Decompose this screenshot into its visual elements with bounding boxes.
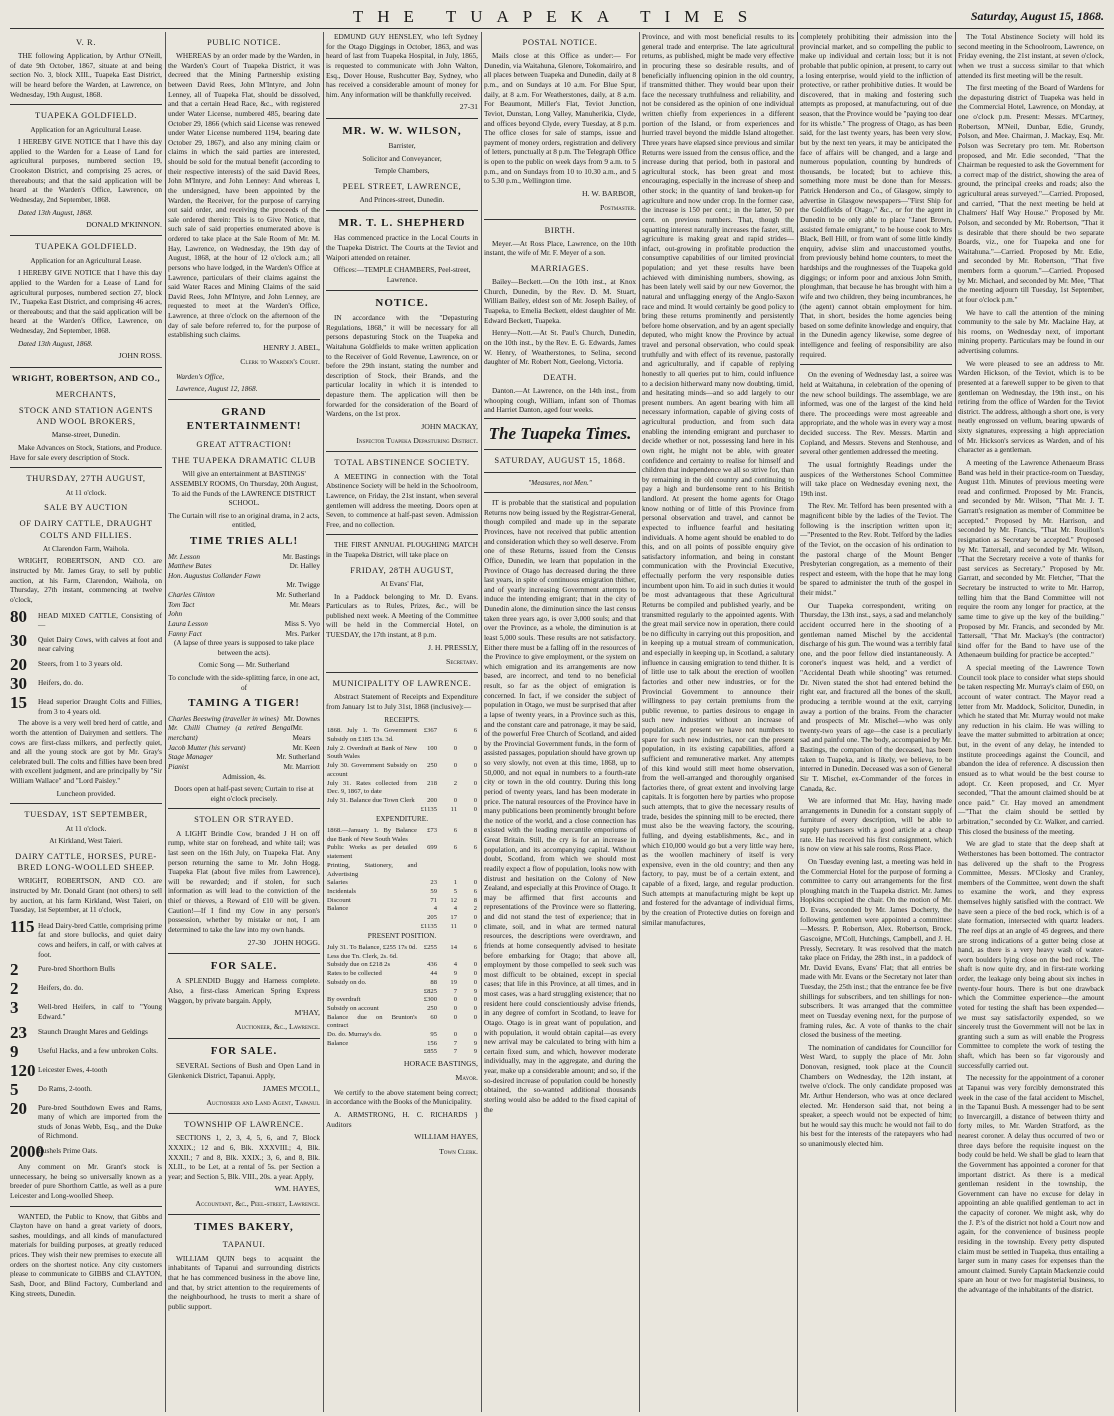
news-item: We have to call the attention of the mining community to the sale by Mr. Maclaine Hay, at his rooms, on Wednesday next, of important mining property. Particulars may be found in our advertising columns. [958,307,1104,355]
postal-heading: POSTAL NOTICE. [522,37,598,47]
news-item: Our Tuapeka correspondent, writing on Thursday, the 13th inst., says, a sad and melancholy accident occurred here in the shooting of a gentleman named Mischel by the accidental discharge of his gun. The wound was a terribly fatal one, and the poor fellow died instantaneously. A coroner's inquest was held, and a verdict of "Accidental Death while shooting" was returned. Dr. Niven stated the shot had entered behind the right ear, and fractured all the bones of the skull, producing a terrible wound at the exit, carrying away a portion of the brains. From the character and prospects of Mr. Mischel—who was only twenty-two years of age—the case is a peculiarly sad and painful one. The body, accompanied by Mr. Bastings, the companion of the deceased, has been taken to Tuapeka, and is likely, we believe, to be interred in Dunedin. Deceased was a son of General Sir T. Mischel, ex-Commander of the forces in Canada, &c. [800,600,952,793]
signature-role: Accountant, &c., Peel-street, Lawrence. [195,1198,320,1208]
motto: "Measures, not Men." [528,477,592,487]
wilson-role: Barrister, [388,141,416,151]
cast-row: Hon. Augustus Collander Fawn [168,570,261,580]
sale-date: THURSDAY, 27TH AUGUST, [26,473,146,484]
wilson-name: MR. W. W. WILSON, [342,124,462,137]
death-body: Danton.—At Lawrence, on the 14th inst., from whooping cough, William, infant son of Thomas and Harriet Danton, aged four weeks. [484,386,636,415]
for-sale-body: A SPLENDID Buggy and Harness complete. Also, a first-class American Spring Express Waggon, by private bargain. Apply, [168,976,320,1005]
cast-row: Charles Clinton Mr. Sutherland [168,590,320,600]
abstinence-body: A MEETING in connection with the Total Abstinence Society will be held in the Schoolroom, Lawrence, on Friday, the 21st instant, when several gentlemen will address the meeting. Doors open at Seven, to commence at half-past seven. Admission Free, and no collection. [326,471,478,529]
news-item: The usual fortnightly Readings under the auspices of the Wetherstones School Committee will take place on Wednesday evening next, the 19th inst. [800,459,952,498]
news-item: The nomination of candidates for Councillor for West Ward, to supply the place of Mr. John Donovan, resigned, took place at the Council Chambers on Wednesday, the 12th instant, at twelve o'clock. The only candidate proposed was Mr. Arthur Henderson, who was at once declared elected. Mr. Henderson said that, not being a speaker, a speech would not be expected of him; but he would say this much: he would not fail to do his best for the interests of the ratepayers who had so unanimously elected him. [800,1042,952,1148]
table-row: Balance 4 4 2 [327,905,477,913]
table-row: July 31. Balance due Town Clerk 200 0 0 [327,796,477,804]
table-total: £1135 11 0 [420,805,477,813]
firm-street: Manse-street, Dunedin. [51,430,121,440]
stock-item: 23 Staunch Draught Mares and Geldings [10,1022,148,1042]
news-item: A meeting of the Lawrence Athenaeum Brass Band was held in their practice-room on Tuesday, August 11th. Minutes of previous meeting were read and confirmed. Proposed by Mr. Francis, and seconded by Mr. Wilson, "That Mr. J. T. Garratt's resignation as member of Committee be accepted." Proposed by Mr. Harrison, and seconded by Mr. Francis, "That Mr. Rouillon's resignation as Secretary be accepted." Proposed by Mr. Tattersall, and seconded by Mr. Wilson, "That the Secretary receive a vote of thanks for past services as Secretary." Proposed by Mr. Garratt, and seconded by Mr. Fletcher, "That the Secretary be instructed to write to Mr. Harrop, telling him that the Band Committee will not require the room any longer for practice, at the same time to give up the key of the building." Proposed by Mr. Francis, and seconded by Mr. Tattersall, "That Mr. Mackay's (the contractor) kind offer for the Band to have use of the Athenaeum building for practice be accepted." [958,457,1104,660]
signature-role: Town Clerk. [439,1146,478,1156]
dramatic-club: THE TUAPEKA DRAMATIC CLUB [171,455,316,466]
cast-row: Mr. Chilli Chutney (a retired Bengal merchant) Mr. Mears [168,723,311,743]
stock-item: 80 HEAD MIXED CATTLE, Consisting of— [10,606,162,630]
postal-body: Mails close at this Office as under:— For Dunedin, via Waitahuna, Glenore, Tokomairiro, and all places between Tuapeka and Dunedin, daily at 8 p.m., and on Sundays at 10 a.m. For Blue Spur, daily, at 8 a.m. For Weatherstones, daily, at 8 a.m. For Beaumont, Miller's Flat, Teviot Junction, Teviot, Dunstan, Long Valley, Manuherikia, Clyde, and offices beyond Clyde, every Tuesday, at 8 p.m. The office closes for sale of stamps, issue and payment of money orders, registration and delivery of letters, punctually at 8 p.m. The Telegraph Office is open to the public on week days from 9 a.m. to 5 p.m., and on Sundays from 10 to 10.30 a.m., and 5 to 5.30 p.m., Wellington time. [484,51,636,186]
hensley-notice: EDMUND GUY HENSLEY, who left Sydney for the Otago Diggings in October, 1863, and was heard of last from Tuapeka Hospital, in July, 1865, is requested to communicate with John Walton, Esq., Dover House, Rushcutter Bay, Sydney, who has received a considerable amount of money for him. Any information will be thankfully received. [326,32,478,99]
sale-note: The above is a very well bred herd of cattle, and worth the attention of Dairymen and settlers. The cows are first-class milkers, and perfectly quiet, and all the young stock are got by Mr. Gray's celebrated bull. The colts and fillies have been bred with excellent judgment, and are principally by "Sir William Wallace" and "Lord Paisley." [10,718,162,786]
ploughing-title: THE FIRST ANNUAL PLOUGHING MATCH in the Tuapeka District, will take place on [326,540,478,560]
stolen-body: A LIGHT Brindle Cow, branded J H on off rump, white star on forehead, and white tail; was last seen on the 16th July, on Tuapeka Flat. Any person returning the same to Mr. John Hogg, Tuapeka Flat (about five miles from Lawrence), will be rewarded; and if stolen, for such information as will lead to the conviction of the thief or thieves, a Reward of £10 will be given. Caution!—If I find my Cow in any person's possession, whether by mistake or not, I am determined to take the law into my own hands. [168,828,320,934]
municipality-heading: MUNICIPALITY OF LAWRENCE. [332,678,472,689]
public-notice-body: WHEREAS by an order made by the Warden, in the Warden's Court of Tuapeka District, it was decreed that the Mining Partnership existing between David Rees, John M'Intyre, and John Lenney, all of Tuapeka Flat, should be dissolved, and that a certain Head Race, &c., with registered under Water License, numbered 485, bearing date October 29, 1866 (which said License was renewed under Water License numbered 1194, bearing date October 29, 1867), and also any mining claim or claims in which the said parties are interested, should be sold for the mutual benefit (according to their respective interests) of the said David Rees, John M'Intyre, and John Lenney: And whereas I, the undersigned, have been appointed by the Warden, the Receiver, for the purpose of carrying out said order, and receiving the proceeds of the sale ordered therein: This is to Give Notice, that such sale of said properties enumerated above is ordered to take place at the Sale Room of Mr. M. Hay, Lawrence, on Wednesday, the 19th day of August, 1868, at the hour of 12 o'clock a.m.; all persons who have lodged, in the Warden's Office at Lawrence, particulars of their claims against the said Water Races and Mining Claims of the said David Rees, John M'Intyre, and John Lenney, are requested to meet at the Warden's Office, Lawrence, at three o'clock on the afternoon of the day of sale before referred to, for the purpose of establishing such claims. [168,51,320,340]
table-row: July 31. Rates collected from Dec. 9, 1867, to date 218 2 0 [327,779,477,796]
wilson-chambers: Temple Chambers, [374,166,430,176]
ploughing-date: FRIDAY, 28TH AUGUST, [350,564,454,575]
stock-item: 30 Quiet Dairy Cows, with calves at foot and near calving [10,630,162,654]
signature: WILLIAM HAYES, [414,1132,478,1142]
marriage-heading: MARRIAGES. [530,263,590,273]
ploughing-place: At Evans' Flat, [380,578,424,588]
signature: JOHN MACKAY, [421,421,478,431]
shepherd-body: Has commenced practice in the Local Courts in the Tuapeka District. The Courts at the Teviot and Waipori attended on retainer. [326,233,478,262]
sale-title: DAIRY CATTLE, HORSES, PURE-BRED LONG-WOOLLED SHEEP. [15,850,157,873]
news-item: On Tuesday evening last, a meeting was held in the Commercial Hotel for the purpose of forming a committee to carry out arrangements for the first ploughing match in the Tuapeka district. Mr. James Hopkins occupied the chair. On the motion of Mr. D. Evans, seconded by Mr. James Docherty, the following gentlemen were appointed a committee:—Messrs. P. Robertson, Alex. Robertson, Brock, Gascoigne, M'Coll, Hutchings, Campbell, and J. H. Pressly, Secretary. It was resolved that the match take place on Friday, the 28th inst., in a paddock of Mr. David Evans, Evans' Flat; that all entries be made with Mr. Evans or the Secretary not later than Tuesday, the 25th inst.; that the entrance fee be five shillings for subscribers, and ten shillings for non-subscribers. It was arranged that the committee meet on Tuesday evening next, for the purpose of framing rules, &c. A vote of thanks to the chair closed the business of the meeting. [800,856,952,1040]
goldfield-heading: TUAPEKA GOLDFIELD. [35,241,137,252]
receipts-heading: RECEIPTS. [384,714,420,724]
editorial-part-1: IT is probable that the statistical and population Returns now being issued by the Registrar-General, though compiled and made up in the separate Provinces, have not received that public attention and consideration which they so well deserve. From one of these Returns, issued from the Census Office, Dunedin, we learn that population in the Province of Otago has decreased during the three last years, in spite of continuous emigration thither, and of yearly increasing Government attempts to induce the intending emigrant; that in the city of Dunedin alone, the diminution since the last census taken three years ago, is over 3,000 souls; and that over the Province, as a whole, the diminution is at least 5,000 souls. These results are not satisfactory. Either there must be a falling off in the resources of the Province to give employment, or the system on which emigration and its arrangements are now based, are incorrect, and tend to no beneficial result, so far as the object of emigration is concerned. In fact, if we consider the subject of population in Otago, we must be surprised that after a lapse of twenty years, in a Province such as this, and the constant care and patronage, it may be said, of the powerful Free Church of Scotland, and aided by the Provincial Government funds, in the form of assisted passages, population should have grown up so very slowly, not even at this time, 1868, up to 50,000, and not equal in numbers to a fourth-rate city or town in the old country. During this long period of twenty years, land has been moderate in price. The natural resources of the Province have in many publications been prominently brought before the notice of the world, and a close connection has existed with the leading mercantile emporiums of Great Britain. Still, the cry is for an increase in population, and its accompanying capital. Without doubt, Scotland, from which we should most readily expect a flow of population, looks now with distrust and hesitation on the Colony of New Zealand, and especially at this Province of Otago. It may be affirmed that first accounts and representations of the Province were so flattering, and did not stand the test of experience; that in climate, soil, and in what are termed natural resources, the descriptions were overdrawn, and friends at home consequently advised to hesitate before embarking for Otago; that above all, employment by those compelled to seek such was most difficult to be obtained, except in special cases; that life in this Province, at all times, and in most cases, was a hard struggling existence; that no resident here could conscientiously advise friends, in any degree of comfort in Scotland, to leave for Otago. Otago is in great want of population, and with population, it would obtain capital—as every new arrival may be calculated to bring with him a certain fixed sum, and which, however moderate individually, may in the aggregate, and during the year, make up a considerable amount; and so, if the so-desired increase of population could be honestly obtained, the so-wanted additional thousands sterling would also be added to the fixed capital of the [484,498,636,1114]
expenditure-heading: EXPENDITURE. [375,814,429,824]
lease-subheading: Application for an Agricultural Lease. [30,255,142,265]
table-row: Balance due on Brunton's contract 60 0 0 [327,1013,477,1030]
application-date: Dated 13th August, 1868. [18,338,93,348]
expenditure-table [326,827,478,931]
cast-row: Laura Lesson Miss S. Vyo [168,618,320,628]
bakery-heading: TIMES BAKERY, [194,1220,294,1233]
table-row: 1868. July 1. To Government Subsidy on £185 13s. 3d. £367 6 6 [327,727,477,744]
stolen-heading: STOLEN OR STRAYED. [194,814,294,825]
cast-row: Jacob Mutter (his servant) Mr. Keen [168,742,320,752]
cast-row: Tom Tact Mr. Mears [168,599,320,609]
signature: HENRY J. ABEL, [263,342,320,352]
masthead [10,6,1104,29]
table-row: Public Works as per detailed statement 699 6 6 [327,844,477,861]
shepherd-name: MR. T. L. SHEPHERD [338,216,466,229]
cast-list-2 [168,714,320,772]
gibbs-clayton-ad: WANTED, the Public to Know, that Gibbs and Clayton have on hand a great variety of doors, sashes, mouldings, and all kinds of manufactured materials for building purposes, at greatly reduced prices. They wish their new premises to execute all orders on the shortest notice. Any city customers please to communicate to GIBBS and CLAYTON, Sash, Door, and Blind Factory, Cumberland and King streets, Dunedin. [10,1211,162,1298]
interval-note: (A lapse of three years is supposed to take place between the acts). [173,638,314,657]
signature-role: Mayor. [455,1073,478,1083]
notice-code: 27-31 [459,102,478,112]
sale-time: At 11 o'clock. [65,487,107,497]
news-item: We are informed that Mr. Hay, having made arrangements in Dunedin for a constant supply of furniture of every description, will be able to supply purchasers with a good article at a cheap rate. He has received his first consignment, which is now on view at his sale rooms, Ross Place. [800,796,952,854]
firm-body: Make Advances on Stock, Stations, and Produce. Have for sale every description of Stock. [10,443,162,462]
admission: Admission, 4s. [222,771,266,781]
table-row: Rates to be collected 44 9 0 [327,970,477,978]
mckinnon-application: I HEREBY GIVE NOTICE that I have this day applied to the Warden for a Lease of Land for agricultural purposes, numbered section 19, Crookston District, and comprising 25 acres, or thereabouts; and that the said application will be heard at the Warden's Office, Lawrence, on Wednesday, 2nd September, 1868. [10,137,162,204]
sale-date: TUESDAY, 1ST SEPTEMBER, [24,809,148,820]
ploughing-body: In a Paddock belonging to Mr. D. Evans. Particulars as to Rules, Prizes, &c., will be published next week. A Meeting of the Committee will be held in the Commercial Hotel, on TUESDAY, the 17th instant, at 8 p.m. [326,591,478,640]
signature-role: Inspector Tuapeka Depasturing District. [356,436,478,446]
birth-body: Meyer.—At Ross Place, Lawrence, on the 10th instant, the wife of Mr. F. Meyer of a son. [484,238,636,258]
editorial-part-3: completely prohibiting their admission into the provincial market, and so compelling the public to make up individual and certain loss; but it is not probable that public opinion, at present, to carry out a losing enterprise, would yield to the infliction of protective, or rather prohibitive duties. It would be discovered, that in making and fostering such attempts as proposed, at manufacturing, out of due season, that the Province would be "paying too dear for its whistle." The progress of Otago, as has been said, for the last twenty years, has been very slow, but by the next ten years, it may be anticipated the face of affairs will be changed, and a large and numerous population, counting by hundreds of thousands, be located; but to achieve this, something more must be done than for Messrs. Patrick Henderson and Co., of Glasgow, simply to advertise in Glasgow newspapers—"First Ship for the Goldfields of Otago," &c., or for the agent in Dunedin to be only able to place "Janet Brown, assisted female emigrant," to be house cook to Mrs Black, Bell Hill, or from want of some little kindly enquiry, advise slim and unaccustomed youths, from previously behind home counters, to meet the hardships and the roughnesses of the Tuapeka gold diggings; or inform poor and anxious John Smith, ploughman, that because he has brought with him a wife and two children, they being incumbrances, he (the agent) cannot obtain employment for him. That, in short, besides the home agencies being based on some definite knowledge and enquiry, that in the Dunedin agency likewise, some degree of intelligence and feeling of responsibility are also required. [800,32,952,359]
cast-row: Mr. Lesson Mr. Bastings [168,551,320,561]
township-heading: TOWNSHIP OF LAWRENCE. [184,1119,304,1130]
entertainment-sub: GREAT ATTRACTION! [196,438,292,449]
depasturing-notice: IN accordance with the "Depasturing Regulations, 1868," it will be necessary for all persons depasturing Stock on the Tuapeka and Waitahuna Goldfields to make written application to the Receiver of Gold Revenue, Lawrence, on or before the 29th instant, stating the number and description of Stock, their Brands, and the particular locality in which it is intended to depasture them. The application will then be forwarded for the consideration of the Board of Wardens, on the 1st prox. [326,313,478,419]
for-sale-heading: FOR SALE. [210,959,278,972]
wilson-role2: Solicitor and Conveyancer, [362,153,442,163]
curtain-note: The Curtain will rise to an original drama, in 2 acts, entitled, [168,510,320,530]
table-row: Printing, Stationery, and Advertising [327,861,417,878]
sale-place: At Clarendon Farm, Waihola. [42,543,130,553]
wilson-street: PEEL STREET, LAWRENCE, [342,181,462,192]
stock-item: 30 Heifers, do. do. [10,674,84,694]
sale-time: At 11 o'clock. [65,823,107,833]
table-row: Discount 71 12 8 [327,896,477,904]
doors: Doors open at half-past seven; Curtain to rise at eight o'clock precisely. [174,784,314,803]
table-row: July 30. Government Subsidy on account 250 0 0 [327,762,477,778]
table-row: £825 7 9 [423,987,477,995]
receipts-table [326,727,478,814]
auditors: A. ARMSTRONG, H. C. RICHARDS } Auditors [326,1110,478,1129]
news-item: A special meeting of the Lawrence Town Council took place to consider what steps should be taken respecting Mr. Murray's claim of £60, on account of water contract. The Mayor read a letter from Mr. Maddock, Solicitor, Dunedin, in which he stated that Mr. Murray would not make any reduction in his claim. He was willing to leave the matter submitted to arbitration at once; but, in the event of any delay, he intended to institute proceedings against the Council, and abandon the idea of reference. A discussion then ensued as to what would be the best course to adopt. Cr. Keen proposed, and Cr. Myer seconded, "That the amount claimed should be at once paid." Cr. Hay moved an amendment—"That the claim should be settled by arbitration," seconded by Cr. Walker, and carried. This closed the business of the meeting. [958,663,1104,836]
editorial-date: SATURDAY, AUGUST 15, 1868. [494,455,626,466]
table-total: £1135 11 0 [420,922,477,930]
cast-row: John [168,609,183,619]
signature: JOHN ROSS. [118,351,162,361]
entertainment-body: Will give an entertainment at BASTINGS' ASSEMBLY ROOMS, On Thursday, 20th August, To aid the Funds of the LAWRENCE DISTRICT SCHOOL. [170,469,318,508]
signature-role: Secretary. [446,656,478,666]
signature-role: Auctioneer and Land Agent, Tapanui. [206,1097,320,1107]
table-row: 1868.—January 1. By Balance due Bank of New South Wales £73 6 8 [327,826,477,843]
luncheon: Luncheon provided. [56,788,116,798]
notice-place: Lawrence, August 12, 1868. [176,384,258,394]
position-heading: PRESENT POSITION. [367,931,437,941]
news-item: We are glad to state that the deep shaft at Wetherstones has been bottomed. The contractor has delivered up the shaft to the Progress Committee, Messrs. M'Closky and Cranley, members of the Committee, went down the shaft to examine the work, and they express themselves highly satisfied with the contract. We have seen a piece of the bed rock, which is of a slate formation, intersected with quartz leaders. The reef dips at an angle of 45 degrees, and there are strong indications of a gutter being close at hand, as there is a very heavy wash of water-worn boulders lying close on the bed rock. The shaft is now quite dry, and in first-rate working order, the leakage only being about six inches in twenty-four hours. There is but one drawback which the Committee experience—the amount voted for testing the shaft has been expended—we must say satisfactorily expended, so we sincerely trust the Government will not be lax in granting such a sum as will enable the Progress Committee to complete the work of testing the shaft, which has been so far vigorously and successfully carried out. [958,839,1104,1070]
table-row: Do. do. Murray's do. 95 0 0 [327,1031,477,1039]
stock-item: 2 Pure-bred Shorthorn Bulls [10,960,116,980]
firm-agents: STOCK AND STATION AGENTS AND WOOL BROKERS, [18,405,154,427]
news-item: On the evening of Wednesday last, a soiree was held at Waitahuna, in celebration of the opening of the new school buildings. The assemblage, we are informed, was one of the largest of the kind held there. The proceedings were most agreeable and appropriate, and the whole was in every way a most decided success. The Rev. Messrs. Martin and Copland, and Messrs. Stevens and Stenhouse, and several other gentlemen addressed the meeting. [800,370,952,457]
stock-list-2 [10,918,162,1160]
play-title: TAMING A TIGER! [188,697,300,710]
stock-item: 9 Useful Hacks, and a few unbroken Colts. [10,1041,158,1061]
signature: DONALD M'KINNON. [86,220,162,230]
bakery-place: TAPANUI. [222,1239,266,1250]
sale-place: At Kirkland, West Taieri. [49,836,123,846]
ross-application: I HEREBY GIVE NOTICE that I have this day applied to the Warden for a Lease of Land for agricultural purposes, numbered section 27, block IV., Tuapeka East District, and comprising 46 acres, or thereabouts; and that the said application will be heard at the Warden's Office, Lawrence, on Wednesday, 2nd September, 1868. [10,268,162,336]
signature-role: Auctioneer, &c., Lawrence. [235,1022,320,1032]
comic-song: Comic Song — Mr. Sutherland [198,660,290,670]
for-sale-heading: FOR SALE. [210,1044,278,1057]
signature: M'HAY, [294,1008,320,1018]
table-row: July 31. To Balance, £255 17s 0d. Less due Tn. Clerk, 2s. 6d. £255 14 6 [327,944,477,960]
cast-row: Fanny Fact Mrs. Parker [168,628,320,638]
table-row: July 2. Overdraft at Bank of New South Wales 100 0 0 [327,744,477,761]
signature: JAMES M'COLL, [262,1083,320,1093]
stock-item: 5 Do Rams, 2-tooth. [10,1079,92,1099]
marriage-body: Henry—Nott.—At St. Paul's Church, Dunedin, on the 10th inst., by the Rev. E. G. Edwards, James W. Henry, of Weatherstones, to Selina, second daughter of Mr. Robert Nott, Geelong, Victoria. [484,328,636,367]
stock-item: 2 Heifers, do. do. [10,979,84,999]
audit-cert: We certify to the above statement being correct; in accordance with the Books of the Municipality. [326,1087,478,1107]
conclude-note: To conclude with the side-splitting farce, in one act, of [168,673,320,692]
signature: J. H. PRESSLY, [428,642,478,652]
stock-list-1 [10,608,162,717]
entertainment-heading: GRAND ENTERTAINMENT! [186,405,302,433]
stock-item: 20 Steers, from 1 to 3 years old. [10,655,123,675]
news-item: The necessity for the appointment of a coroner at Tapanui was very forcibly demonstrated this week in the case of the fatal accident to Mischel, in the Tapanui Bush. A messenger had to be sent to Invercargill, a distance of between thirty and forty miles, to Mr. Warden Stratford, as the nearest coroner. A delay thus occurred of two or three days before the requisite inquest on the body could be held. We shall be glad to learn that the Government has appointed a coroner for that important district. As there is a medical gentleman resident in the township, the Government can have no excuse for delay in appointing an able qualified gentleman to act in the capacity of coroner. We might ask, why do the J. P.'s of the district not hold a Court now and again, for the convenience of business people residing in the township. Every petty disputed claim must be settled in Tuapeka, thus entailing a larger sum in many cases for expenses than the amount claimed. Surely Captain Mackenzie could spare an hour or two for magisterial business, to the advantage of the inhabitants of the district. [958,1073,1104,1294]
vr-heading: V. R. [75,37,97,47]
play-title: TIME TRIES ALL! [189,535,299,547]
column-4 [484,32,636,1412]
lease-subheading: Application for an Agricultural Lease. [30,124,142,134]
sale-note: Any comment on Mr. Grant's stock is unnecessary, he being so universally known as a breeder of pure Shorthorn Cattle, as well as a pure Leicester and Long-woolled Sheep. [10,1162,162,1200]
township-body: SECTIONS 1, 2, 3, 4, 5, 6, and 7, Block XXXIX.; 12 and 6, Blk. XXXVIII.; 4, Blk. XXXII.; 7 and 8, Blk. XXIX.; 3, 6, and 8, Blk. XLII., to be Let, at a rental of 5s. per Section a year; and Section 5, Blk. VIII., 20s. a year. Apply, [168,1133,320,1181]
table-row: Subsidy on account 250 0 0 [327,1004,477,1012]
stock-item: 3 Well-bred Heifers, in calf to "Young Edward." [10,998,162,1021]
cast-list-1 [168,552,320,639]
sale-body: WRIGHT, ROBERTSON, AND CO. are instructed by Mr. Donald Grant (not others) to sell by auction, at his farm Kirkland, West Taieri, on Tuesday, 1st September, at 11 o'clock, [10,876,162,915]
firm-merchants: MERCHANTS, [55,388,117,399]
table-row: By overdraft £300 0 0 [327,996,477,1004]
news-item: We were pleased to see an address to Mr. Warden Hickson, of the Teviot, which is to be presented at a farewell supper to be given to that gentleman on Wednesday, the 19th inst., on his retiring from the office of Warden for the Teviot district. The address, although a short one, is very neatly engrossed on vellum, bearing upwards of sixty signatures, expressing a high appreciation of Mr. Hickson's services as Warden, and of his character as a gentleman. [958,358,1104,455]
column-5 [642,32,794,1412]
signature: H. W. BARBOR, [582,188,636,198]
oneill-notice: THE following Application, by Arthur O'Neill, of date 9th October, 1867, situate at and being section No. 3, block XIII., Tuapeka East District, will be heard before the Warden, at Lawrence, on Wednesday, 19th August, 1868. [10,51,162,99]
signature-role: Postmaster. [599,203,636,213]
cast-row: Matthew Bates Dr. Halley [168,561,320,571]
cast-row: Mr. Twigge [286,580,320,590]
signature: 27-30 JOHN HOGG. [247,937,320,947]
cast-row: Stage Manager Mr. Sutherland [168,752,320,762]
table-row: £855 7 9 [423,1048,477,1056]
marriage-body: Bailey—Beckett.—On the 10th inst., at Knox Church, Dunedin, by the Rev. D. M. Stuart, William Bailey, eldest son of Mr. Joseph Bailey, of Tuapeka, to Emelia Beckett, eldest daughter of Mr. Edward Beckett, Tuapeka. [484,277,636,325]
signature: HORACE BASTINGS, [403,1059,478,1069]
wilson-street2: And Princes-street, Dunedin. [359,195,445,205]
sale-body: WRIGHT, ROBERTSON, AND CO. are instructed by Mr. James Gray, to sell by public auction, at his Farm, Clarendon, Waihola, on Thursday, 27th instant, commencing at twelve o'clock, [10,556,162,604]
stock-item: 115 Head Dairy-bred Cattle, comprising prime fat and store bullocks, and quiet dairy cows and heifers, in calf, or with calves at foot. [10,916,162,959]
columns [10,32,1104,1412]
table-row: Salaries 23 1 0 [327,879,477,887]
bakery-body: WILLIAM QUIN begs to acquaint the inhabitants of Tapanui and surrounding districts that he has commenced business in the above line, and that, by strict attention to the requirements of the neighbourhood, he trusts to merit a share of public support. [168,1253,320,1311]
cast-row: Charles Beeswing (traveller in wines) Mr. Downes [168,713,320,723]
news-item: The first meeting of the Board of Wardens for the depasturing district of Tuapeka was held in the Commercial Hotel, Lawrence, on Monday, at one o'clock p.m. Present: Messrs. M'Cartney, Robertson, M'Neil, Dunbar, Edie, Grundy, Polson, and Mee. Chairman, J. Mackay, Esq. Mr. Polson was Secretary pro tem. Mr. Robertson proposed, and Mr. Edie seconded, "That the Chairman be requested to ask the Government for a correct map of the district, showing the area of ground, the principal creeks and roads; also the agricultural areas surveyed."—Carried. Proposed, and carried, "That the next meeting be held at Chalmers' Half Way House." Proposed by Mr. Polson, and seconded by Mr. Robertson, "That it is desirable that there should be two separate Boards, viz., one for Tuapeka and one for Waitahuna."—Carried. Proposed by Mr. Edie, and seconded by Mr. Robertson, "That five members form a quorum."—Carried. Proposed by Mr. Michael, and seconded by Mr. Mee, "That the meeting adjourn till Tuesday, 1st September, at four o'clock p.m." [958,83,1104,304]
stock-item: 120 Leicester Ewes, 4-tooth [10,1060,108,1080]
table-row: Subsidy on do. 88 19 0 [327,978,477,986]
masthead-date: Saturday, August 15, 1868. [970,9,1104,23]
table-row: 205 17 0 [427,914,477,922]
column-7 [958,32,1104,1412]
position-table [326,944,478,1057]
application-date: Dated 13th August, 1868. [18,207,93,217]
shepherd-office: Offices:—TEMPLE CHAMBERS, Peel-street, Lawrence. [333,265,471,284]
firm-name: WRIGHT, ROBERTSON, AND CO., [11,372,161,383]
goldfield-heading: TUAPEKA GOLDFIELD. [35,110,137,121]
news-item: The Total Abstinence Society will hold its second meeting in the Schoolroom, Lawrence, on Friday evening, the 21st instant, at seven o'clock, when we trust a success similar to that which attended its first meeting will be the result. [958,32,1104,80]
public-notice-heading: PUBLIC NOTICE. [206,37,282,47]
notice-office: Warden's Office, [176,371,225,381]
municipality-intro: Abstract Statement of Receipts and Expenditure from January 1st to July 31st, 1868 (inclusive):— [326,692,478,712]
stock-item: 2000 Bushels Prime Oats. [10,1142,98,1161]
death-heading: DEATH. [543,371,577,382]
stock-item: 20 Pure-bred Southdown Ewes and Rams, many of which are imported from the studs of Jonas Webb, Esq., and the Duke of Richmond. [10,1098,162,1141]
table-row: Subsidy due on £218 2s 436 4 0 [327,961,477,969]
column-3 [326,32,478,1412]
cast-row: Pianist Mr. Marriott [168,761,320,771]
table-row: Balance 156 7 9 [327,1039,477,1047]
notice-heading: NOTICE. [375,296,429,309]
birth-heading: BIRTH. [544,224,576,235]
masthead-title: THE TUAPEKA TIMES [352,7,762,26]
signature: WM. HAYES, [274,1184,320,1194]
column-6 [800,32,952,1412]
editorial-part-2: Province, and with most beneficial results to its general trade and enterprise. The late agricultural returns, as published, might be made very effective in procuring these so desirable results, and of beneficially influencing opinion in the old country, if transmitted thither. They would bear upon their face the necessary truthfulness and reliability, and not be considered as the opinion of one individual written chiefly from experiences in a different portion of the Island, or from experiences and hurried travel beyond the middle Island altogether. Three years have elapsed since previous and similar Returns were issued from the census office, and the increase during that period, both in pastoral and agricultural stock, has been great and most encouraging, especially in the increase of sheep and other stock; in the quantity of land broken-up for agriculture and now under crop. In the former case, the increase is 150 per cent.; in the latter, 50 per cent. on previous numbers. That, though the squatting interest naturally increases the faster, still, agriculture is making great and rapid strides—infact, out-growing in profitable production the consumptive capabilities of our limited provincial population; and yet these results have been achieved with diminishing numbers, showing, as has been lately well said by our new Governor, the natural and unflagging energy of the Anglo-Saxon race and mind. It would certainly be good policy to bring these returns prominently and persistently before home observation, and by an agent specially deputed, who might know the Province by actual travel and personal observation, who could speak truthfully and with effect of its revenue, pastorally and agriculturally, and if capable of replying honestly to all queries put to him, could influence to a decision hitherward many now doubting, timid, and hesitating minds—and so add largely to our present numbers. An agent bearing with him all necessary information, capable of giving costs of agricultural production, and from such data enabling the intending emigrant and purchaser to decide whether or not, possessing land here in his own right, he might not be able, with greater confidence and certainty to realise for himself and children that independence we all so strive for, than by remaining in the old country and continuing to pay a high and burdensome rent to his British landlord. At present the home agents for Otago know nothing or of little of this Province from personal observation and travel, and cannot be expected to influence fearful and hesitating individuals. A home agent should be enabled to do this, and on all points of possible enquiry give satisfactory information, and being in constant communication with the Provincial Executive, effectually perform the very responsible duties incumbent upon him. To aid in such duties it would be most advantageous that these Agricultural Returns be compiled and published yearly, and be transmitted regularly to the appointed agents. With the great mail service now in operation, there could be no difficulty in carrying out this proposition, and in keeping up a mutual stream of communication, and especially in keeping up, in Scotland, a salutary influence in causing emigration to tend thither. It is of little use to talk about the erection of woollen factories and other new industries, or for the Provincial Government to announce their willingness to pay certain premiums from the public revenue, to parties desirous to engage in such new industries without an increase of population. At present we have not numbers to spare for such new industries, nor can the present population, in its existing capabilities, afford a sufficient and remunerative market. Any attempts of this kind would still meet home observation, from the well-arranged and thoroughly organised factories there, of great extent and involving large capitals. It is forgotten here by parties who propose such attempts, that to give the necessary results of trade, besides the spinning mill to be erected, there must also be the weaving factory, the scouring, fulling, and dyeing establishments, &c., and in which £10,000 would go but a very little way here, as the woollen machinery of itself is very expensive, even in the old country; and then any factory, to pay, must be of a certain extent, and capable of a fixed, large, and regular production. Such attempts at manufacturing might be kept up and fostered for the advantage of individual firms, by the creation of Protective duties on foreign and similar manufactures, [642,32,794,927]
sale-title: OF DAIRY CATTLE, DRAUGHT COLTS AND FILLIES. [19,518,153,540]
for-sale-body: SEVERAL Sections of Bush and Open Land in Glenkenick District, Tapanui. Apply, [168,1061,320,1080]
stock-item: 15 Head superior Draught Colts and Fillies, from 3 to 4 years old. [10,693,162,716]
signature-role: Clerk to Warden's Court. [240,357,320,367]
editorial-masthead: The Tuapeka Times. [484,418,636,450]
abstinence-heading: TOTAL ABSTINENCE SOCIETY. [334,457,470,468]
table-row: Incidentals 59 5 6 [327,887,477,895]
column-2 [168,32,320,1412]
sale-auction: SALE BY AUCTION [44,502,128,513]
column-1 [10,32,162,1412]
news-item: The Rev. Mr. Telford has been presented with a magnificent bible by the ladies of the Teviot. The following is the inscription written upon it;—"Presented to the Rev. Robt. Telford by the ladies of the Teviot, on the occasion of his ordination to the pastoral charge of the Mount Benger Presbyterian congregation, as a memento of their respect and esteem, with the hope that he may long be spared to administer the truth of the gospel in their midst." [800,501,952,597]
